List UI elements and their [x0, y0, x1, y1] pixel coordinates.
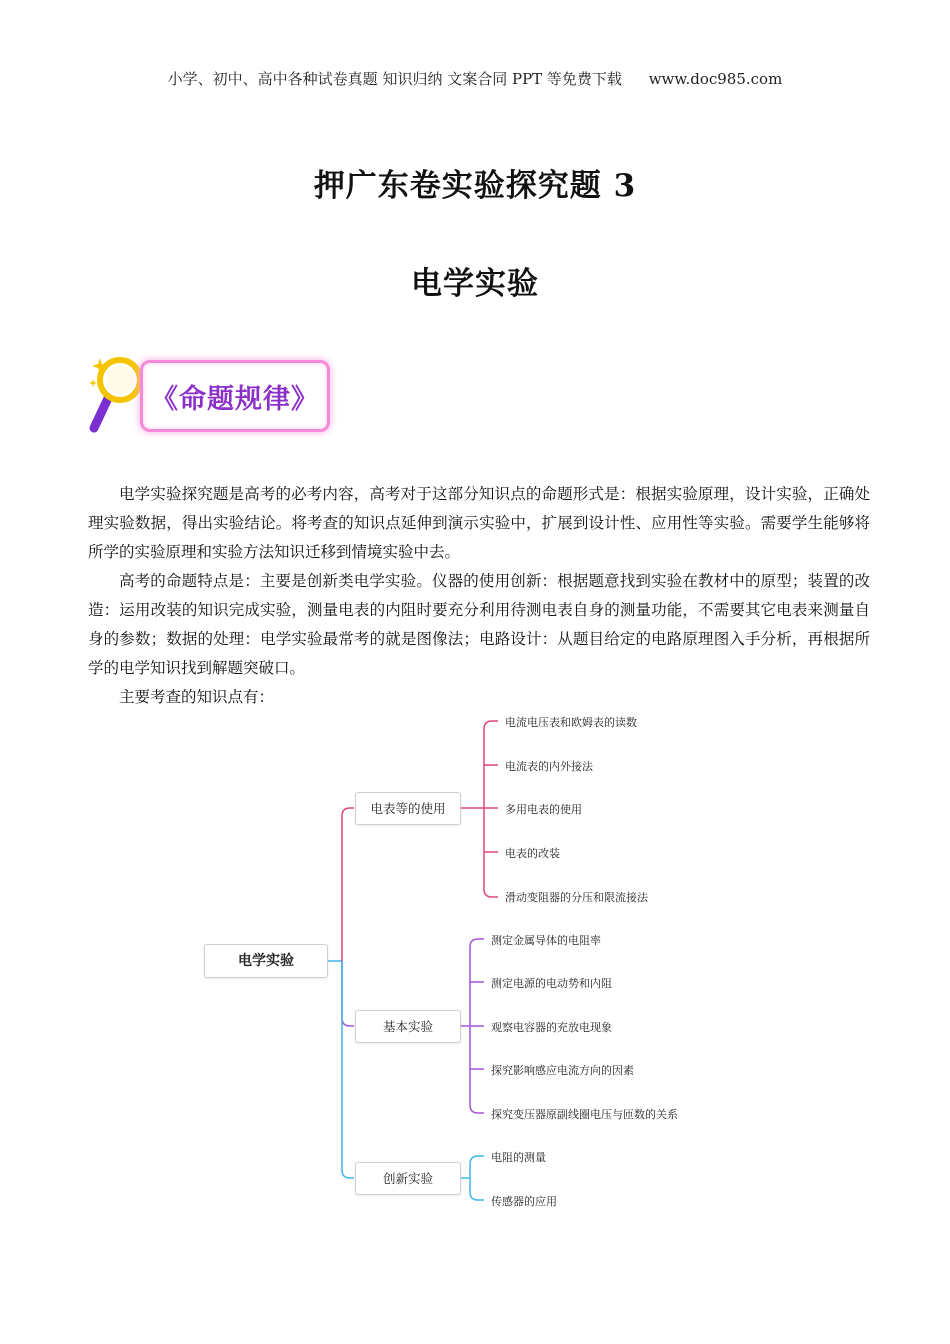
mindmap — [198, 712, 758, 1212]
magnifier-icon — [86, 352, 146, 438]
mindmap-leaf: 探究变压器原副线圈电压与匝数的关系 — [491, 1108, 678, 1121]
mindmap-leaf: 观察电容器的充放电现象 — [491, 1021, 612, 1034]
mindmap-leaf: 电表的改装 — [505, 847, 560, 860]
mindmap-branch-basic: 基本实验 — [355, 1010, 461, 1043]
mindmap-root: 电学实验 — [204, 944, 328, 978]
mindmap-leaf: 多用电表的使用 — [505, 803, 582, 816]
mindmap-leaf: 探究影响感应电流方向的因素 — [491, 1064, 634, 1077]
mindmap-leaf: 电流表的内外接法 — [505, 760, 593, 773]
document-subtitle: 电学实验 — [411, 266, 539, 302]
mindmap-branch-meters: 电表等的使用 — [355, 792, 461, 825]
mindmap-leaf: 传感器的应用 — [491, 1195, 557, 1208]
paragraph-list-intro: 主要考查的知识点有： — [119, 688, 275, 706]
mindmap-leaf: 电流电压表和欧姆表的读数 — [505, 716, 637, 729]
mindmap-leaf: 测定电源的电动势和内阻 — [491, 977, 612, 990]
header-text: 小学、初中、高中各种试卷真题 知识归纳 文案合同 PPT 等免费下载 — [167, 70, 622, 88]
header-site-link[interactable]: www.doc985.com — [648, 70, 783, 88]
mindmap-leaf: 测定金属导体的电阻率 — [491, 934, 601, 947]
paragraph-intro: 电学实验探究题是高考的必考内容，高考对于这部分知识点的命题形式是：根据实验原理，设计实验，正确处理实验数据，得出实验结论。将考查的知识点延伸到演示实验中，扩展到设计性、应用性等实验。需要学生能够将所学的实验原理和实验方法知识迁移到情境实验中去。 — [88, 485, 870, 561]
page-header — [0, 68, 950, 89]
badge-label: 《命题规律》 — [151, 384, 319, 415]
paragraph-features: 高考的命题特点是：主要是创新类电学实验。仪器的使用创新：根据题意找到实验在教材中的原型；装置的改造：运用改装的知识完成实验，测量电表的内阻时要充分利用待测电表自身的测量功能，不需要其它电表来测量自身的参数；数据的处理：电学实验最常考的就是图像法；电路设计：从题目给定的电路原理图入手分析，再根据所学的电学知识找到解题突破口。 — [88, 572, 870, 677]
mindmap-branch-innovation: 创新实验 — [355, 1162, 461, 1195]
mindmap-leaf: 滑动变阻器的分压和限流接法 — [505, 891, 648, 904]
document-title: 押广东卷实验探究题 3 — [313, 168, 637, 204]
badge-frame — [140, 360, 330, 432]
section-badge — [86, 352, 336, 438]
mindmap-leaf: 电阻的测量 — [491, 1151, 546, 1164]
